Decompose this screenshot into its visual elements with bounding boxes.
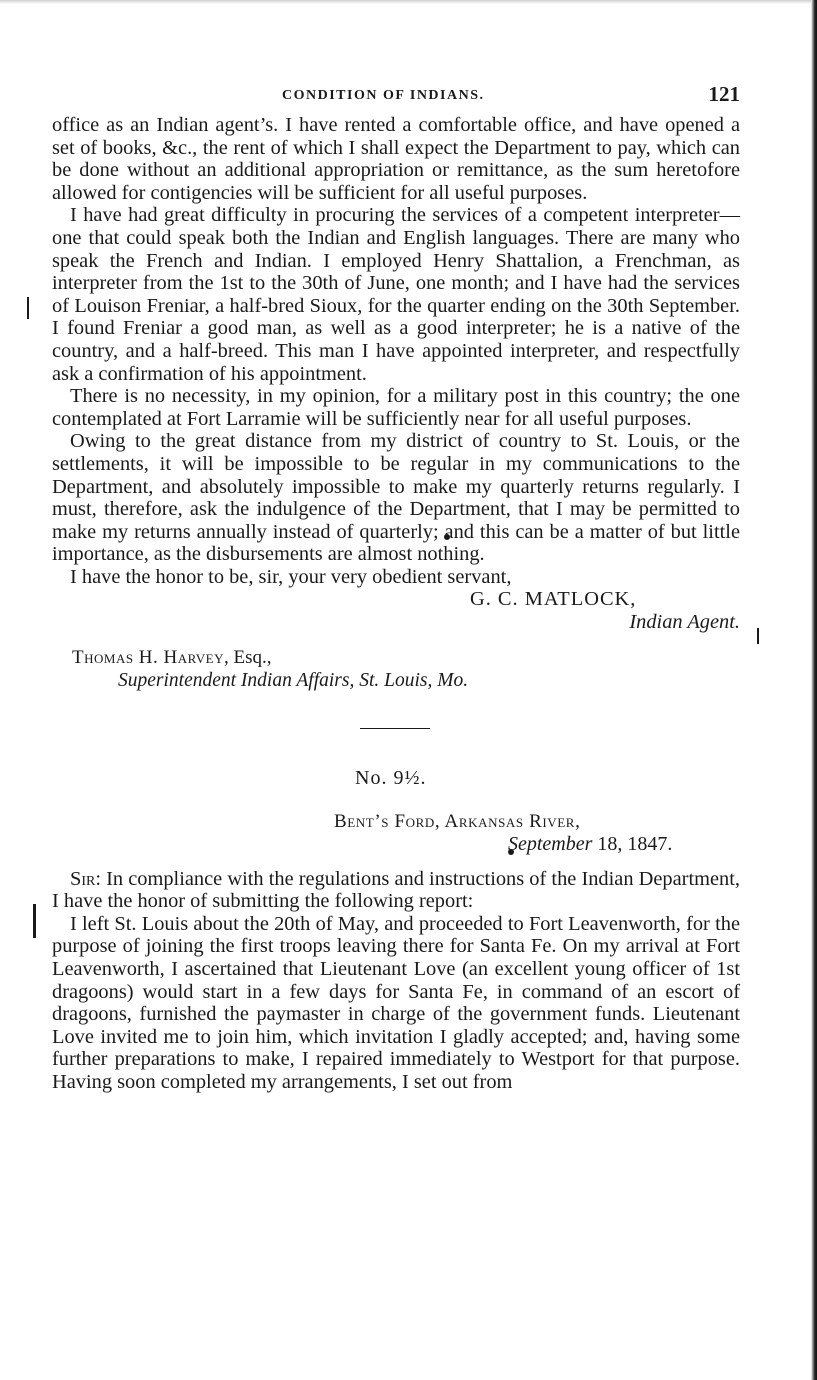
paragraph-4: Owing to the great distance from my district of country to St. Louis, or the settlements, it will be impossible to be regular in my communications to the Department, and absolutely impossible to make my quarterly returns regularly. I must, therefore, ask the indulgence of the Department, that I may be permitted to make my returns annually instead of quarterly; and this can be a matter of but little importance, as the disbursements are almost nothing. <box>52 430 740 566</box>
signature: G. C. MATLOCK, <box>470 588 637 611</box>
addressee-name: Thomas H. Harvey <box>72 646 224 668</box>
addressee-title: Superintendent Indian Affairs, St. Louis, Mo. <box>118 669 469 691</box>
paragraph-3: There is no necessity, in my opinion, for a military post in this country; the one contemplated at Fort Larramie will be sufficiently near for all useful purposes. <box>52 385 740 430</box>
page-number: 121 <box>708 82 740 106</box>
dateline-month: September <box>508 832 593 855</box>
report-paragraph-1 <box>52 868 740 913</box>
page-binding-edge <box>811 0 817 1380</box>
signature-title: Indian Agent. <box>629 611 740 634</box>
running-title: CONDITION OF INDIANS. <box>282 88 485 103</box>
page-top-edge <box>0 0 817 4</box>
salutation: Sir: <box>70 867 102 890</box>
addressee-suffix: , Esq., <box>224 646 272 668</box>
dateline-place: Bent’s Ford, Arkansas River, <box>334 810 581 832</box>
dateline-day-year: 18, 1847. <box>592 832 673 855</box>
addressee <box>72 646 740 669</box>
dateline-date <box>508 833 740 856</box>
paragraph-1: office as an Indian agent’s. I have rented a comfortable office, and have opened a set of books, &c., the rent of which I shall expect the Department to pay, which can be done without an additional appropriation or remittance, as the sum heretofore allowed for contigencies will be sufficient for all useful purposes. <box>52 114 740 204</box>
report-paragraph-2: I left St. Louis about the 20th of May, and proceeded to Fort Leavenworth, for the purpose of joining the first troops leaving there for Santa Fe. On my arrival at Fort Leavenworth, I ascertained that Lieutenant Love (an excellent young officer of 1st dragoons) would start in a few days for Santa Fe, in command of an escort of dragoons, furnished the paymaster in charge of the government funds. Lieutenant Love invited me to join him, which invitation I gladly accepted; and, having some further preparations to make, I repaired immediately to Westport for that purpose. Having soon completed my arrangements, I set out from <box>52 912 740 1093</box>
letter-bents-ford <box>52 868 740 1094</box>
report-paragraph-1-text: In compliance with the regulations and instructions of the Indian Department, I have the honor of submitting the following report: <box>52 867 740 913</box>
margin-mark-left-lower <box>33 904 36 938</box>
margin-mark-right <box>757 628 759 644</box>
letter-matlock <box>52 114 740 692</box>
paragraph-2: I have had great difficulty in procuring the services of a competent interpreter—one that could speak both the Indian and English languages. There are many who speak the French and Indian. I employed Henry Shattalion, a Frenchman, as interpreter from the 1st to the 30th of June, one month; and I have had the services of Louison Freniar, a half-bred Sioux, for the quarter ending on the 30th September. I found Freniar a good man, as well as a good interpreter; he is a native of the country, and a half-breed. This man I have appointed interpreter, and respectfully ask a confirmation of his appointment. <box>52 204 740 385</box>
margin-mark-left-upper <box>27 297 29 319</box>
document-number: No. 9½. <box>355 766 427 789</box>
running-head <box>52 82 740 114</box>
page <box>52 82 740 1094</box>
paragraph-5-closing: I have the honor to be, sir, your very obedient servant, <box>70 565 512 588</box>
section-divider <box>360 728 430 729</box>
